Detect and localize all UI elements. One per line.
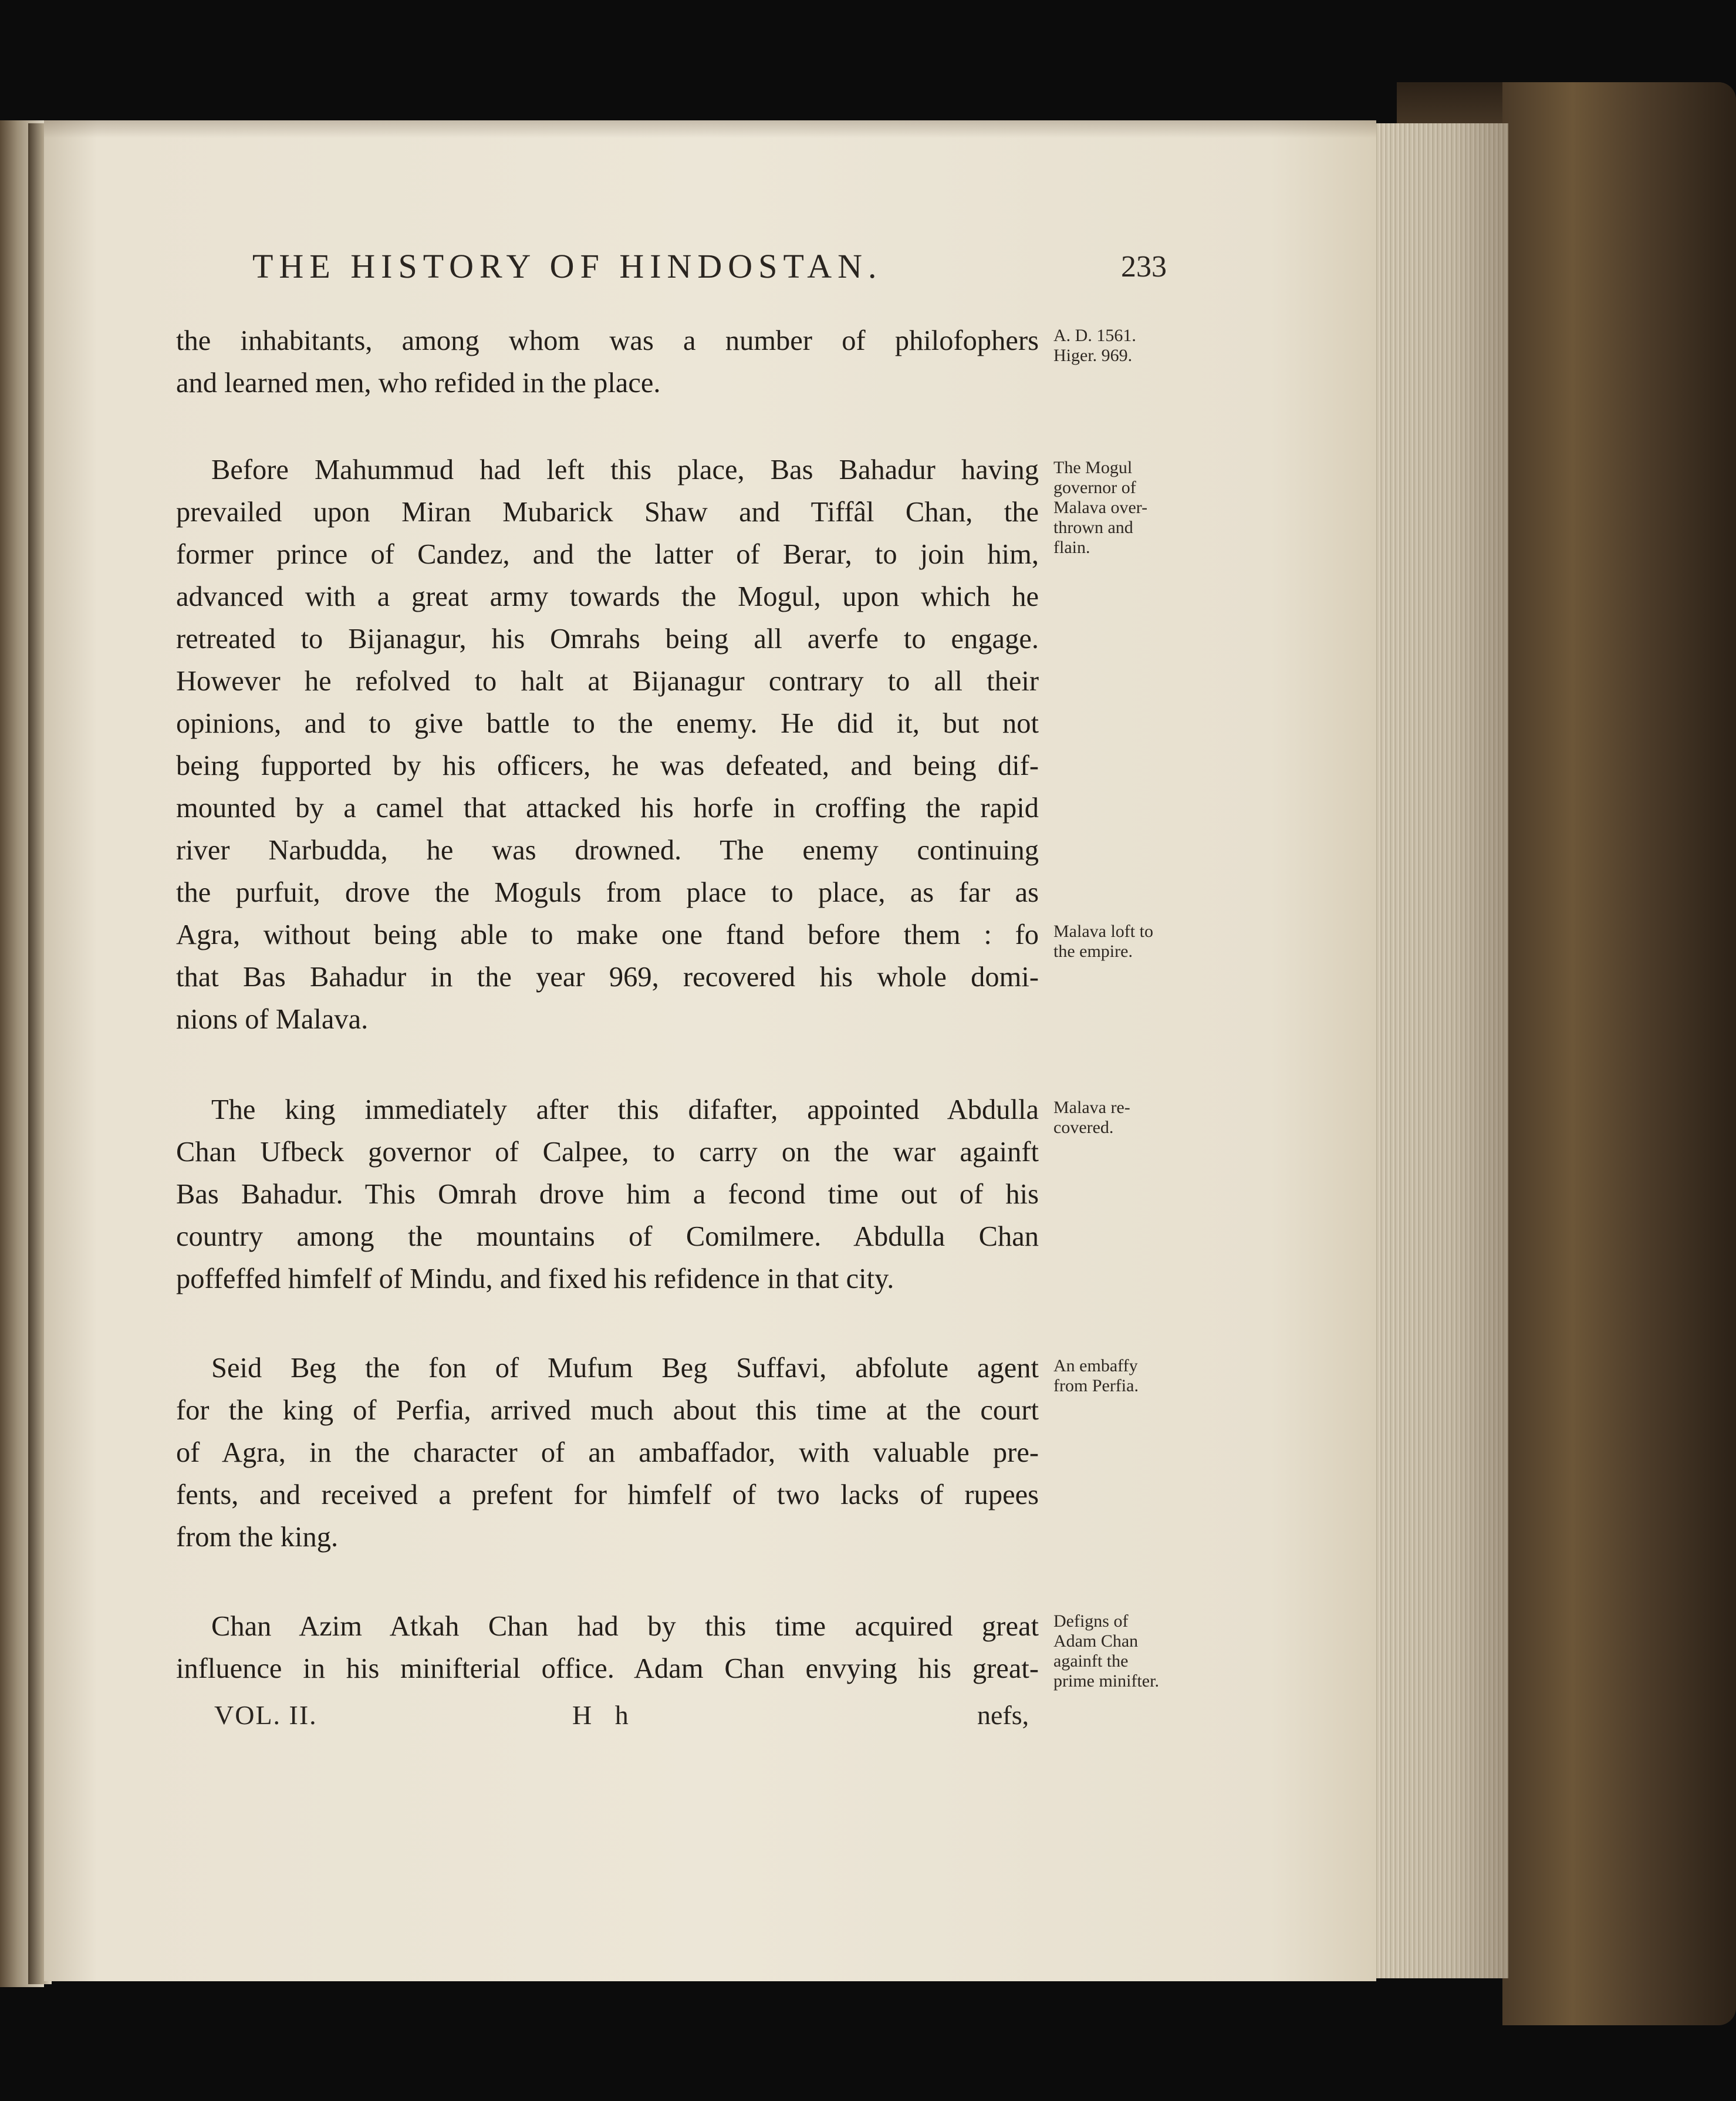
paragraph-4 [176,1347,1039,1559]
text-line: However he refolved to halt at Bijanagur contrary to all their [176,666,1039,697]
running-head-title: THE HISTORY OF HINDOSTAN. [252,247,883,285]
text-line: influence in his minifterial office. Adam Chan envying his great- [176,1653,1039,1684]
text-line: prevailed upon Miran Mubarick Shaw and Tiffâl Chan, the [176,497,1039,528]
signature-mark: H h [572,1700,637,1730]
paragraph-3 [176,1089,1039,1300]
page-number: 233 [1121,250,1167,284]
text-line: Seid Beg the fon of Mufum Beg Suffavi, abfolute agent [211,1353,1039,1384]
text-line: river Narbudda, he was drowned. The enemy continuing [176,835,1039,866]
text-line: opinions, and to give battle to the enemy. He did it, but not [176,708,1039,739]
margin-note-malava-lost: Malava loft to the empire. [1053,922,1153,961]
text-line: fents, and received a prefent for himfelf of two lacks of rupees [176,1479,1039,1510]
text-line: Bas Bahadur. This Omrah drove him a fecond time out of his [176,1179,1039,1210]
margin-note-date: A. D. 1561. Higer. 969. [1053,326,1136,365]
text-line: mounted by a camel that attacked his horfe in croffing the rapid [176,792,1039,824]
margin-note-embassy: An embaffy from Perfia. [1053,1356,1139,1395]
text-line: that Bas Bahadur in the year 969, recovered his whole domi- [176,962,1039,993]
text-line: from the king. [176,1522,339,1553]
margin-note-malava-recovered: Malava re- covered. [1053,1098,1130,1137]
text-line: and learned men, who refided in the place. [176,367,661,399]
margin-note-governor-overthrown: The Mogul governor of Malava over- thrown and flain. [1053,458,1148,557]
text-line: being fupported by his officers, he was defeated, and being dif- [176,750,1039,781]
text-line: the purfuit, drove the Moguls from place to place, as far as [176,877,1039,908]
paragraph-5 [176,1606,1039,1690]
text-line: Before Mahummud had left this place, Bas Bahadur having [211,454,1039,485]
volume-label: VOL. II. [214,1700,318,1730]
paragraph-2 [176,449,1039,1041]
catchword: nefs, [977,1700,1029,1730]
page-edges-shade [1373,123,1508,1978]
text-line: retreated to Bijanagur, his Omrahs being all averfe to engage. [176,623,1039,655]
text-line: of Agra, in the character of an ambaffador, with valuable pre- [176,1437,1039,1468]
margin-note-designs: Defigns of Adam Chan againft the prime minifter. [1053,1611,1159,1691]
text-line: Chan Ufbeck governor of Calpee, to carry on the war againft [176,1137,1039,1168]
text-line: poffeffed himfelf of Mindu, and fixed his refidence in that city. [176,1263,894,1294]
text-line: for the king of Perfia, arrived much about this time at the court [176,1395,1039,1426]
paragraph-1 [176,320,1039,404]
page-top-shadow [44,120,1376,138]
text-line: Chan Azim Atkah Chan had by this time acquired great [211,1611,1039,1642]
text-line: former prince of Candez, and the latter of Berar, to join him, [176,539,1039,570]
text-line: the inhabitants, among whom was a number of philofophers [176,325,1039,356]
text-line: country among the mountains of Comilmere. Abdulla Chan [176,1221,1039,1252]
text-line: The king immediately after this difafter, appointed Abdulla [211,1094,1039,1125]
text-line: nions of Malava. [176,1004,369,1035]
text-line: Agra, without being able to make one ftand before them : fo [176,919,1039,950]
book-cover [1502,82,1736,2025]
text-line: advanced with a great army towards the Mogul, upon which he [176,581,1039,612]
